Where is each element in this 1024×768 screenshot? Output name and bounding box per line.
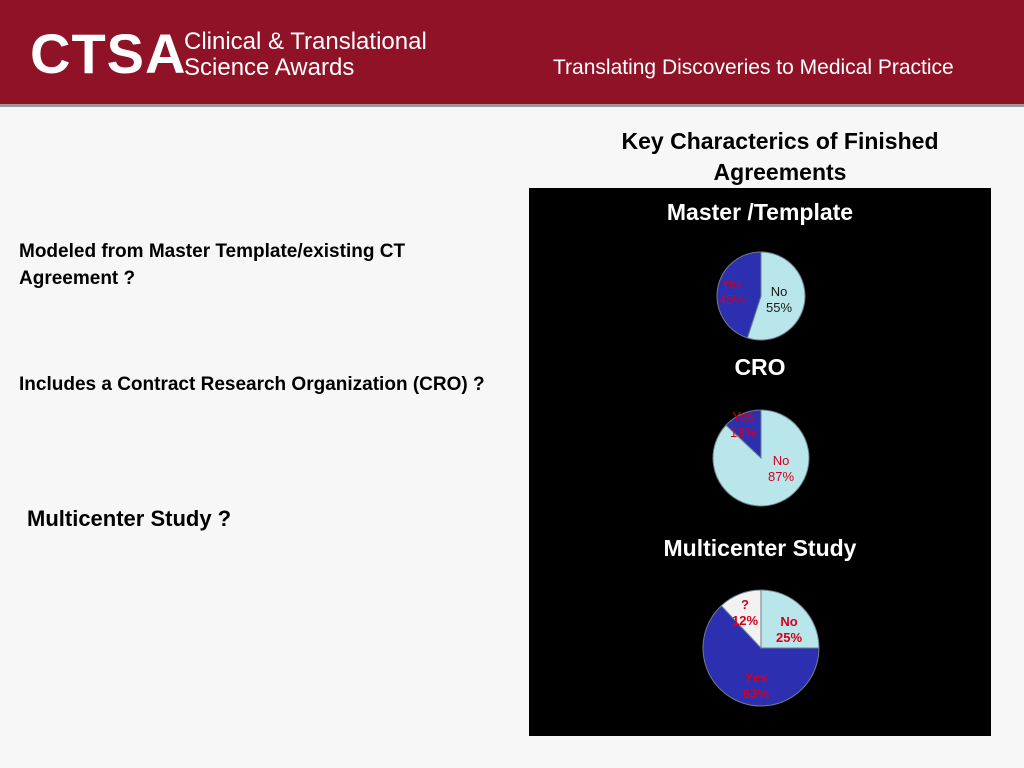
tagline: Translating Discoveries to Medical Practice — [553, 56, 954, 79]
logo-line-1: Clinical & Translational — [184, 28, 427, 55]
pie-title-multicenter: Multicenter Study — [663, 535, 857, 561]
pie2-label-yes-value: 13% — [729, 425, 757, 440]
logo-text — [184, 29, 427, 81]
pie1-label-no-value: 55% — [765, 300, 793, 315]
question-cro: Includes a Contract Research Organization (CRO) ? — [19, 374, 485, 395]
pie2-label-no-name: No — [772, 453, 790, 468]
pie2-label-yes — [715, 409, 771, 441]
question-multicenter: Multicenter Study ? — [27, 506, 232, 531]
ctsa-logo: CTSA — [30, 22, 187, 85]
pie3-label-yes-value: 63% — [742, 686, 770, 701]
header-divider — [0, 104, 1024, 107]
pie3-label-unknown — [717, 597, 773, 629]
pie1-label-yes-name: Yes — [721, 276, 743, 291]
pie-chart-panel — [529, 188, 991, 736]
pie2-label-no — [753, 453, 809, 485]
logo-line-2: Science Awards — [184, 54, 355, 81]
pie3-label-no-value: 25% — [775, 630, 803, 645]
pie2-label-yes-name: Yes — [732, 409, 754, 424]
header-banner — [0, 0, 1024, 104]
pie2-label-no-value: 87% — [767, 469, 795, 484]
pie1-label-yes-value: 45% — [718, 292, 746, 307]
pie-title-master-template: Master /Template — [666, 199, 854, 225]
slide-title: Key Characterics of Finished Agreements — [621, 128, 939, 185]
pie1-label-no-name: No — [770, 284, 788, 299]
pie3-label-yes-name: Yes — [744, 670, 768, 685]
question-master-template: Modeled from Master Template/existing CT Agreement ? — [19, 241, 406, 289]
pie-title-cro: CRO — [734, 354, 786, 380]
pie1-label-yes — [704, 276, 760, 308]
pie3-label-unknown-name: ? — [741, 597, 749, 612]
pie3-label-unknown-value: 12% — [731, 613, 759, 628]
pie3-label-yes — [728, 670, 784, 702]
pie3-label-no-name: No — [780, 614, 798, 629]
